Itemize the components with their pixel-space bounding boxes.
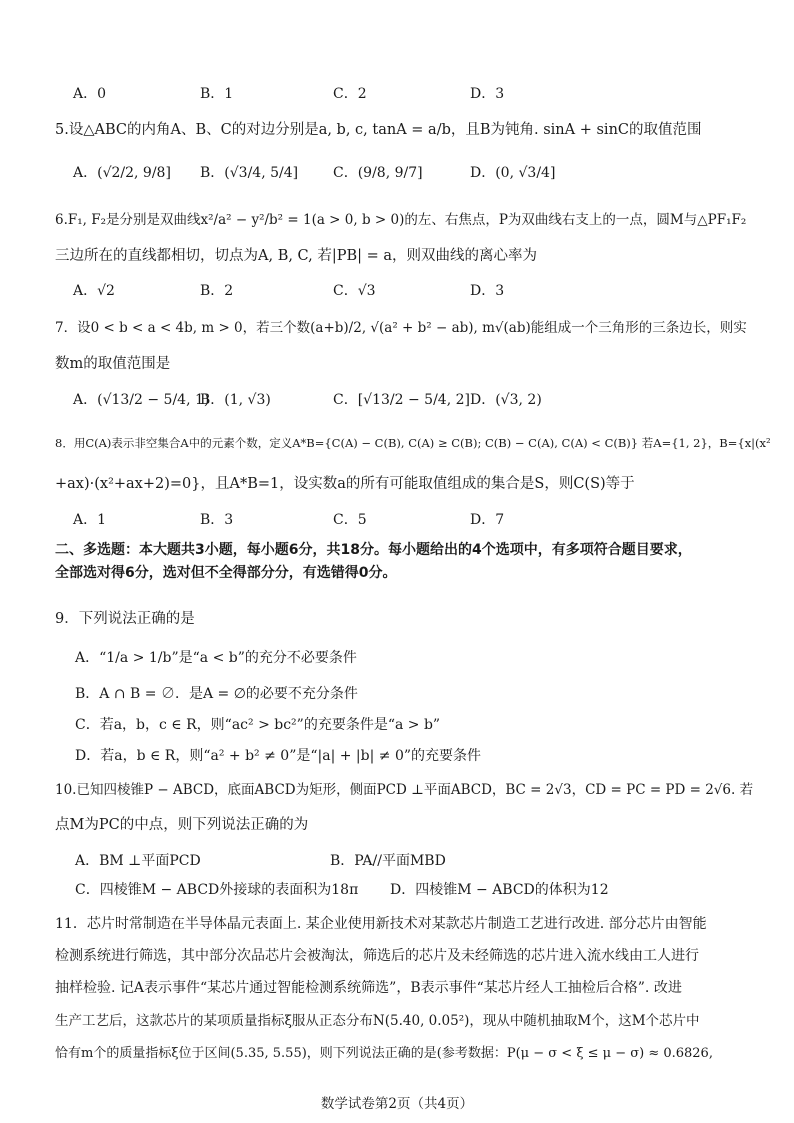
q10-option-b: B．PA//平面MBD [330, 853, 446, 869]
q11-line-3: 抽样检验. 记A表示事件“某芯片通过智能检测系统筛选”，B表示事件“某芯片经人工抽检后合格”. 改进 [55, 980, 682, 996]
q9-option-d: D．若a，b ∈ R，则“a² + b² ≠ 0”是“|a| + |b| ≠ 0”的充要条件 [75, 748, 482, 764]
q4-option-d: D．3 [470, 86, 505, 102]
q6-option-c: C．√3 [333, 283, 376, 299]
q11-line-2: 检测系统进行筛选，其中部分次品芯片会被淘汰，筛选后的芯片及未经筛选的芯片进入流水线由工人进行 [55, 948, 699, 964]
q6-stem-line1: 6.F₁, F₂是分别是双曲线x²/a² − y²/b² = 1(a > 0, b > 0)的左、右焦点，P为双曲线右支上的一点，圆M与△PF₁F₂ [55, 212, 747, 228]
q5-option-c: C．(9/8, 9/7] [333, 165, 423, 181]
q5-option-d: D．(0, √3/4] [470, 165, 556, 181]
q9-stem: 9．下列说法正确的是 [55, 611, 195, 627]
q6-option-a: A．√2 [73, 283, 115, 299]
q7-option-c: C．[√13/2 − 5/4, 2] [333, 392, 470, 408]
q8-option-b: B．3 [200, 512, 234, 528]
q5-option-b: B．(√3/4, 5/4] [200, 165, 299, 181]
q10-option-d: D．四棱锥M − ABCD的体积为12 [390, 882, 609, 898]
q9-option-a: A．“1/a > 1/b”是“a < b”的充分不必要条件 [75, 650, 357, 666]
q5-stem: 5.设△ABC的内角A、B、C的对边分别是a, b, c, tanA = a/b，且B为钝角. sinA + sinC的取值范围 [55, 122, 702, 138]
page-footer: 数学试卷第2页（共4页） [320, 1096, 474, 1112]
q7-option-a: A．(√13/2 − 5/4, 1) [73, 392, 210, 408]
q6-stem-line2: 三边所在的直线都相切，切点为A, B, C, 若|PB| = a，则双曲线的离心率为 [55, 248, 538, 264]
q4-option-a: A．0 [73, 86, 107, 102]
q8-option-d: D．7 [470, 512, 505, 528]
q10-stem-line2: 点M为PC的中点，则下列说法正确的为 [55, 817, 309, 833]
q8-option-c: C．5 [333, 512, 367, 528]
q10-option-a: A．BM ⊥平面PCD [75, 853, 201, 869]
q8-option-a: A．1 [73, 512, 107, 528]
q10-stem-line1: 10.已知四棱锥P − ABCD，底面ABCD为矩形，侧面PCD ⊥平面ABCD，BC = 2√3，CD = PC = PD = 2√6. 若 [55, 782, 754, 798]
q5-option-a: A．(√2/2, 9/8] [73, 165, 171, 181]
q11-line-5: 恰有m个的质量指标ξ位于区间(5.35, 5.55)，则下列说法正确的是(参考数据：P(μ − σ < ξ ≤ μ − σ) ≈ 0.6826, [55, 1046, 713, 1061]
q6-option-d: D．3 [470, 283, 505, 299]
q9-option-c: C．若a，b，c ∈ R，则“ac² > bc²”的充要条件是“a > b” [75, 717, 441, 733]
q8-stem-line2: +ax)·(x²+ax+2)=0}，且A*B=1，设实数a的所有可能取值组成的集合是S，则C(S)等于 [55, 476, 635, 492]
q11-line-4: 生产工艺后，这款芯片的某项质量指标ξ服从正态分布N(5.40, 0.05²)，现从中随机抽取M个，这M个芯片中 [55, 1013, 700, 1029]
q10-option-c: C．四棱锥M − ABCD外接球的表面积为18π [75, 882, 359, 898]
q7-option-b: B．(1, √3) [200, 392, 271, 408]
q7-stem-line1: 7．设0 < b < a < 4b, m > 0，若三个数(a+b)/2, √(a² + b² − ab), m√(ab)能组成一个三角形的三条边长，则实 [55, 320, 747, 336]
q9-option-b: B．A ∩ B = ∅．是A = ∅的必要不充分条件 [75, 686, 358, 702]
q4-option-b: B．1 [200, 86, 234, 102]
section2-heading-line2: 全部选对得6分，选对但不全得部分分，有选错得0分。 [55, 565, 397, 581]
q6-option-b: B．2 [200, 283, 234, 299]
section2-heading-line1: 二、多选题：本大题共3小题，每小题6分，共18分。每小题给出的4个选项中，有多项符合题目要求， [55, 542, 692, 558]
q4-option-c: C．2 [333, 86, 367, 102]
q7-option-d: D．(√3, 2) [470, 392, 542, 408]
q8-stem-line1: 8．用C(A)表示非空集合A中的元素个数，定义A*B={C(A) − C(B), C(A) ≥ C(B); C(B) − C(A), C(A) < C(B)} 若A={1, 2}，B={x|(x² [55, 436, 771, 450]
q11-line-1: 11．芯片时常制造在半导体晶元表面上. 某企业使用新技术对某款芯片制造工艺进行改进. 部分芯片由智能 [55, 916, 707, 932]
q7-stem-line2: 数m的取值范围是 [55, 356, 171, 372]
